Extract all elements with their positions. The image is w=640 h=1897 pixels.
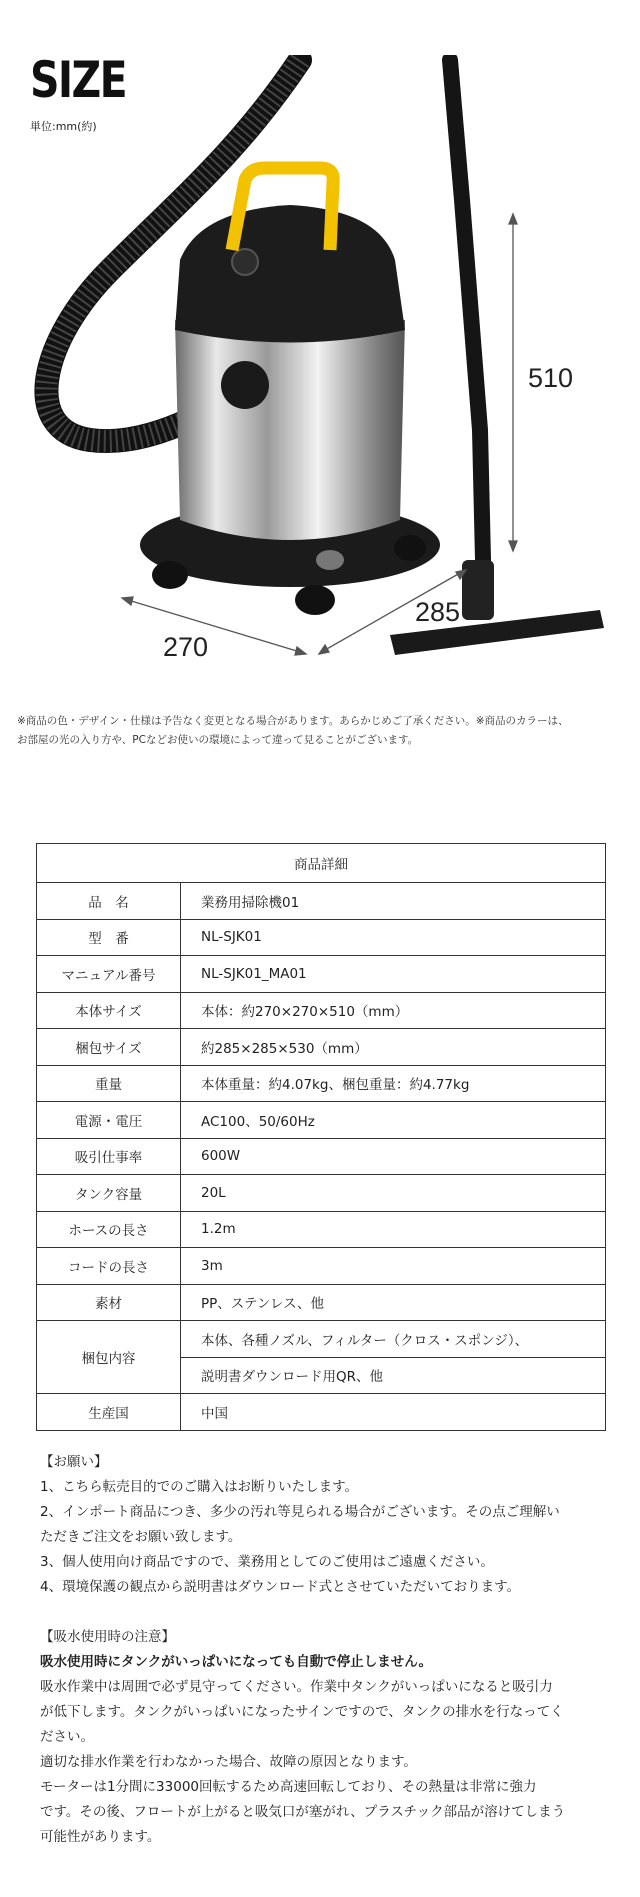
requests-title: 【お願い】 — [40, 1454, 108, 1470]
row-label: 型 番 — [37, 919, 181, 956]
request-line: 3、個人使用向け商品ですので、業務用としてのご使用はご遠慮ください。 — [40, 1554, 494, 1570]
row-value: 本体重量：約4.07kg、梱包重量：約4.77kg — [181, 1065, 606, 1102]
row-value: 本体：約270×270×510（mm） — [181, 992, 606, 1029]
row-value: NL-SJK01 — [181, 919, 606, 956]
row-value: 中国 — [181, 1394, 606, 1431]
table-row — [37, 1029, 606, 1066]
caution-line: 適切な排水作業を行わなかった場合、故障の原因となります。 — [40, 1754, 417, 1770]
table-row — [37, 992, 606, 1029]
row-label: 吸引仕事率 — [37, 1138, 181, 1175]
row-value: 3m — [181, 1248, 606, 1285]
height-dimension: 510 — [528, 363, 574, 393]
row-value: AC100、50/60Hz — [181, 1102, 606, 1139]
caution-line: です。その後、フロートが上がると吸気口が塞がれ、プラスチック部品が溶けてしまう — [40, 1804, 566, 1820]
water-caution-warning: 吸水使用時にタンクがいっぱいになっても自動で停止しません。 — [40, 1654, 433, 1670]
row-label: 品 名 — [37, 883, 181, 920]
table-row — [37, 1102, 606, 1139]
table-row — [37, 883, 606, 920]
row-value: 業務用掃除機01 — [181, 883, 606, 920]
row-value: 20L — [181, 1175, 606, 1212]
water-caution-title: 【吸水使用時の注意】 — [40, 1629, 175, 1645]
table-row — [37, 919, 606, 956]
request-line: 1、こちら転売目的でのご購入はお断りいたします。 — [40, 1479, 359, 1495]
caution-line: が低下します。タンクがいっぱいになったサインですので、タンクの排水を行なってく — [40, 1704, 564, 1720]
row-label: タンク容量 — [37, 1175, 181, 1212]
table-row — [37, 956, 606, 993]
table-row — [37, 1394, 606, 1431]
row-value: 本体、各種ノズル、フィルター（クロス・スポンジ）、 — [181, 1321, 606, 1358]
table-row — [37, 1211, 606, 1248]
caution-line: 可能性があります。 — [40, 1829, 161, 1845]
disclaimer-line: お部屋の光の入り方や、PCなどお使いの環境によって違って見ることがございます。 — [17, 734, 419, 746]
row-value: 約285×285×530（mm） — [181, 1029, 606, 1066]
row-label: 梱包サイズ — [37, 1029, 181, 1066]
request-line: 4、環境保護の観点から説明書はダウンロード式とさせていただいております。 — [40, 1579, 521, 1595]
unit-label: 単位:mm(約) — [30, 120, 97, 133]
row-value: 説明書ダウンロード用QR、他 — [181, 1357, 606, 1394]
row-value: PP、ステンレス、他 — [181, 1284, 606, 1321]
table-row — [37, 1065, 606, 1102]
steel-tank — [175, 320, 405, 540]
wand — [450, 60, 483, 560]
table-title: 商品詳細 — [37, 844, 606, 883]
row-label: 重量 — [37, 1065, 181, 1102]
table-row — [37, 1138, 606, 1175]
request-line: 2、インポート商品につき、多少の汚れ等見られる場合がございます。その点ご理解い — [40, 1504, 560, 1520]
row-label: 電源・電圧 — [37, 1102, 181, 1139]
caution-line: ださい。 — [40, 1729, 94, 1745]
size-title: SIZE — [30, 51, 126, 109]
row-label: 本体サイズ — [37, 992, 181, 1029]
table-row — [37, 1248, 606, 1285]
spec-table — [36, 843, 606, 1431]
table-row — [37, 1284, 606, 1321]
depth-dimension: 285 — [415, 597, 461, 627]
row-label: コードの長さ — [37, 1248, 181, 1285]
caution-line: モーターは1分間に33000回転するため高速回転しており、その熱量は非常に強力 — [40, 1779, 537, 1795]
row-label: 素材 — [37, 1284, 181, 1321]
row-label: マニュアル番号 — [37, 956, 181, 993]
row-value: 600W — [181, 1138, 606, 1175]
row-label: 生産国 — [37, 1394, 181, 1431]
requests-list — [40, 1475, 615, 1600]
water-caution-body — [40, 1675, 615, 1850]
row-label: 梱包内容 — [37, 1321, 181, 1394]
request-line: ただきご注文をお願い致します。 — [40, 1529, 242, 1545]
row-label: ホースの長さ — [37, 1211, 181, 1248]
disclaimer-line: ※商品の色・デザイン・仕様は予告なく変更となる場合があります。あらかじめご了承ください。※商品のカラーは、 — [17, 715, 569, 727]
row-value: NL-SJK01_MA01 — [181, 956, 606, 993]
row-value: 1.2m — [181, 1211, 606, 1248]
motor-head — [175, 205, 405, 343]
caution-line: 吸水作業中は周囲で必ず見守ってください。作業中タンクがいっぱいになると吸引力 — [40, 1679, 553, 1695]
width-dimension: 270 — [163, 632, 209, 662]
table-row — [37, 1321, 606, 1358]
table-row — [37, 1175, 606, 1212]
